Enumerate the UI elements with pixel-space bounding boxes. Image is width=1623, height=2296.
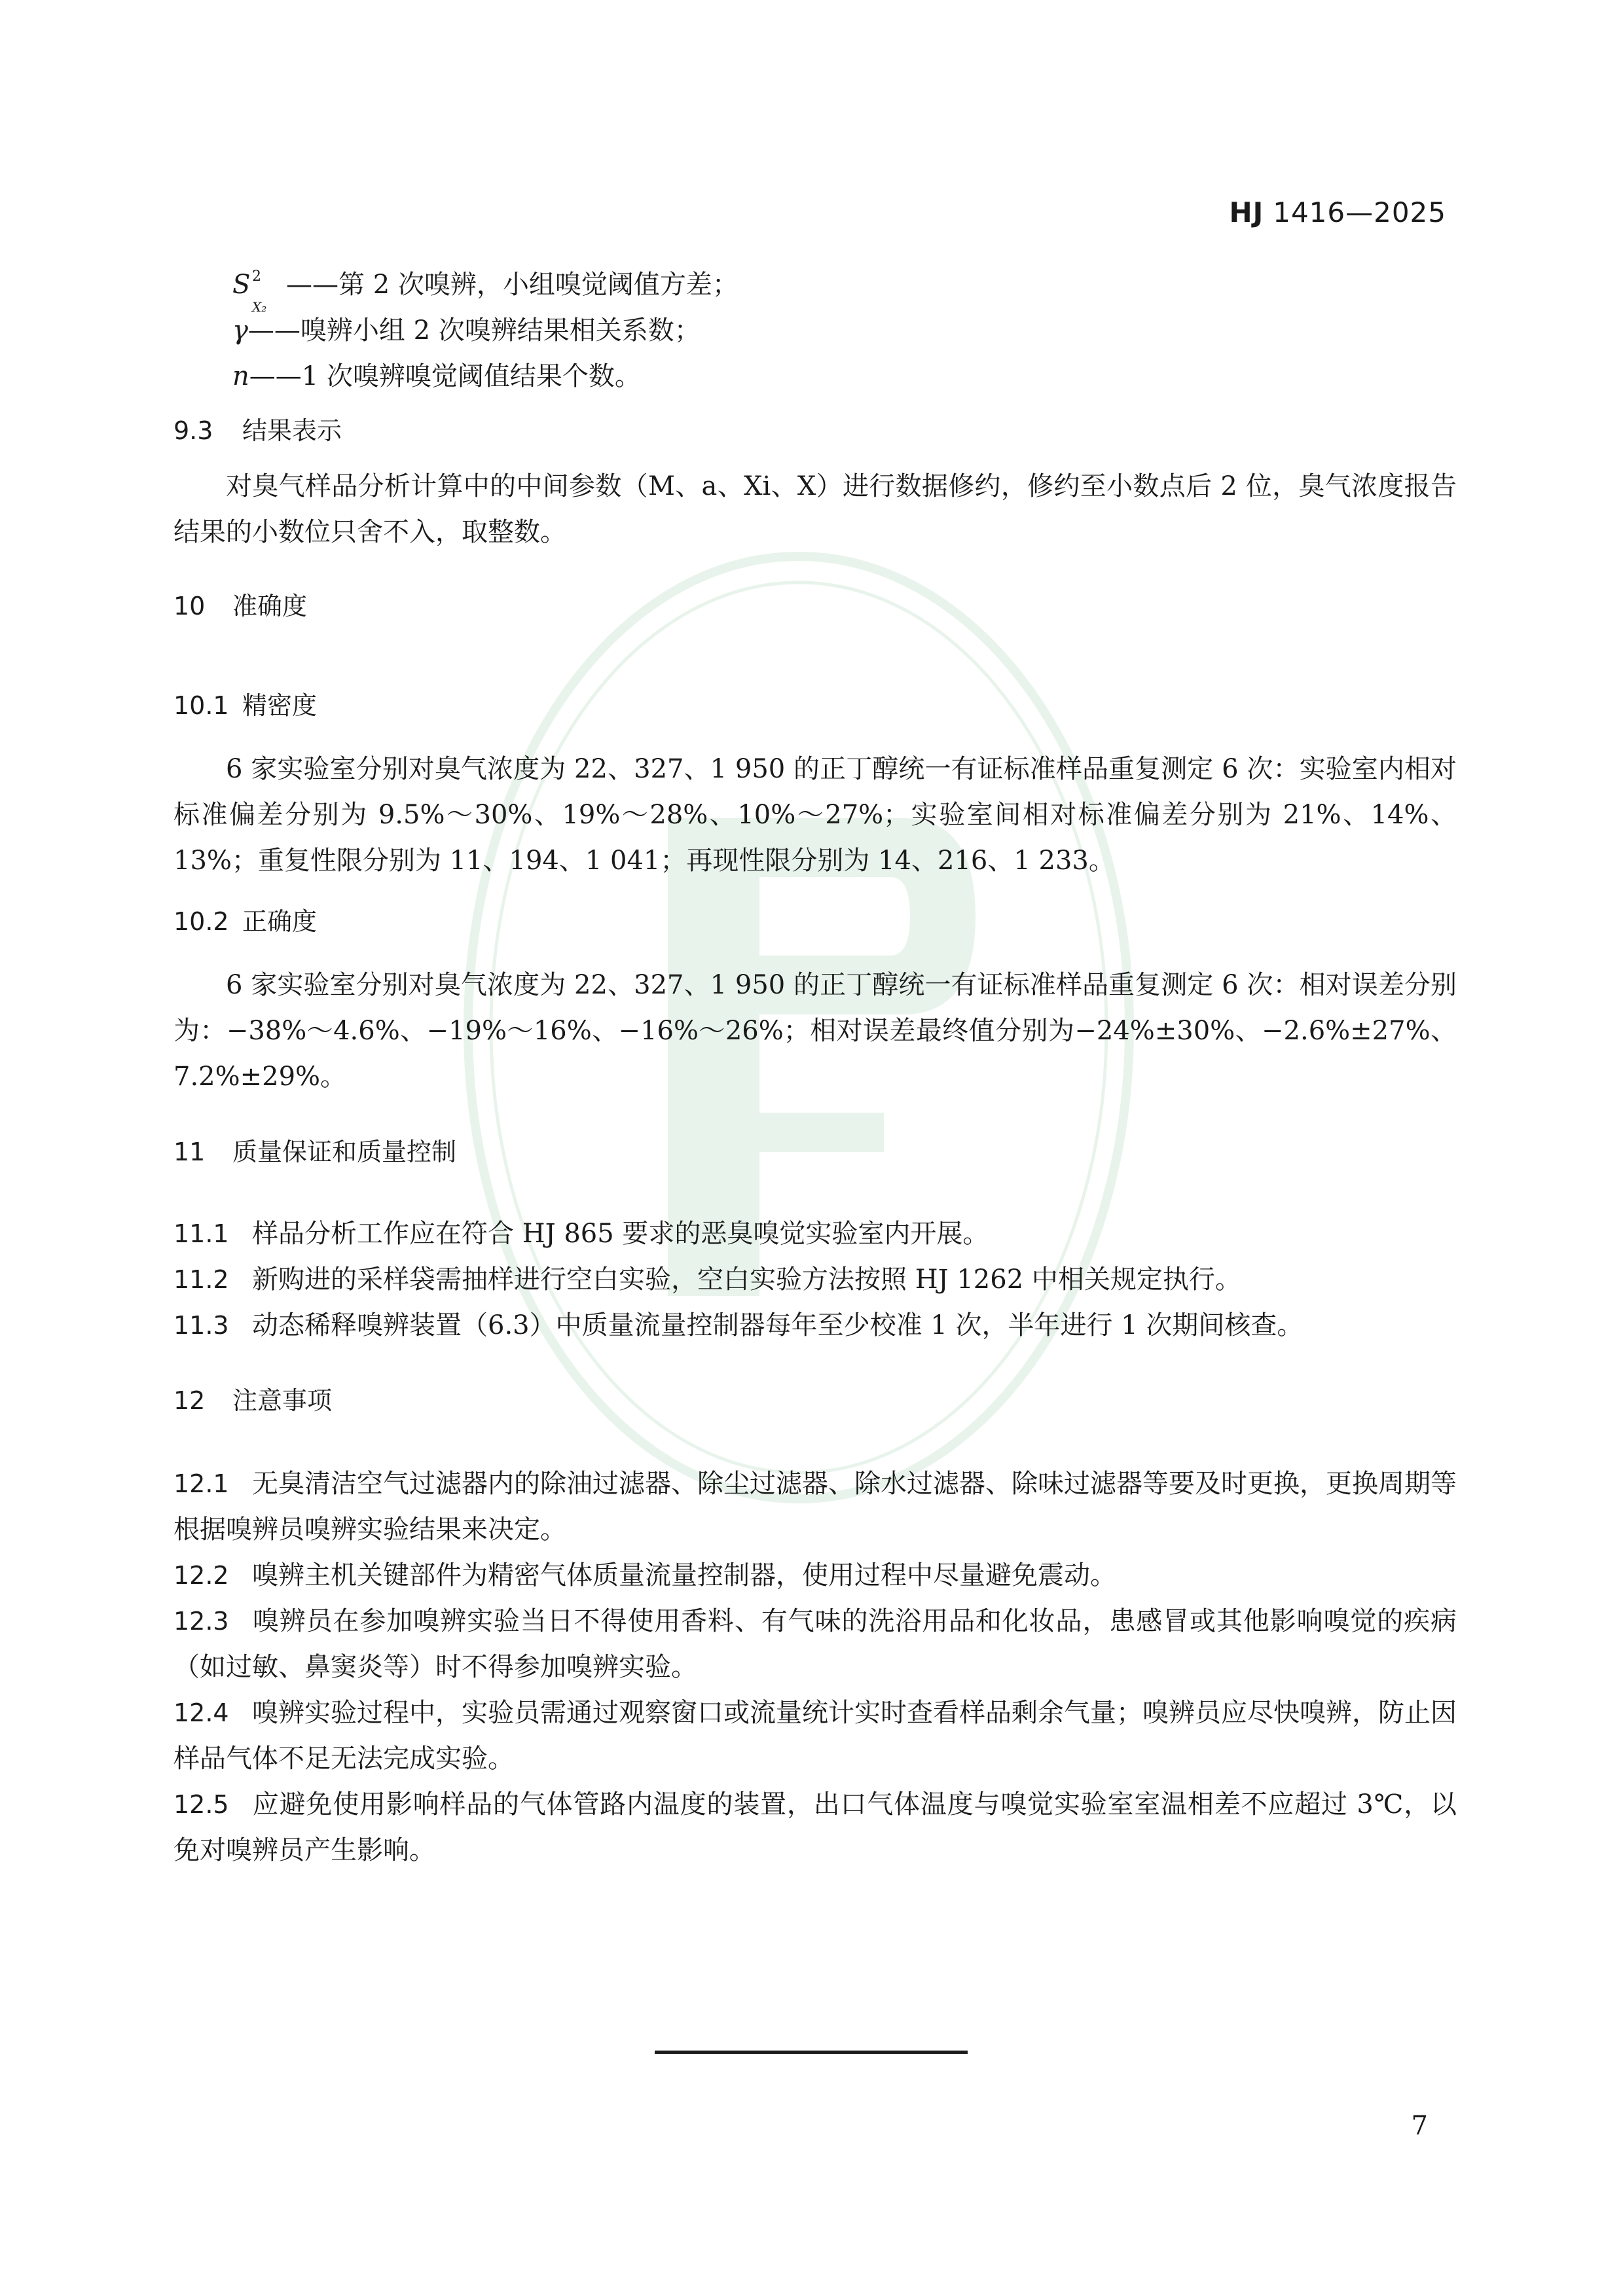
definition-symbol: n — [232, 361, 249, 391]
list-item: 12.2 嗅辨主机关键部件为精密气体质量流量控制器，使用过程中尽量避免震动。 — [173, 1560, 1116, 1590]
standard-number: 1416—2025 — [1273, 196, 1446, 228]
list-item: 12.4 嗅辨实验过程中，实验员需通过观察窗口或流量统计实时查看样品剩余气量；嗅辨员应尽快嗅辨，防止因样品气体不足无法完成实验。 — [173, 1698, 1457, 1774]
page-number: 7 — [1411, 2111, 1428, 2141]
section-list-12 — [173, 1461, 1457, 1873]
section-heading-12: 12 注意事项 — [173, 1386, 333, 1415]
definition-gamma — [232, 308, 1457, 353]
standard-code — [1229, 196, 1446, 228]
definition-text: ——嗅辨小组 2 次嗅辨结果相关系数； — [247, 315, 701, 346]
list-item: 11.2 新购进的采样袋需抽样进行空白实验，空白实验方法按照 HJ 1262 中相关规定执行。 — [173, 1265, 1241, 1295]
section-heading-9-3: 9.3 结果表示 — [173, 416, 342, 445]
section-para-9-3: 对臭气样品分析计算中的中间参数（M、a、Xi、X）进行数据修约，修约至小数点后 2 位，臭气浓度报告结果的小数位只舍不入，取整数。 — [173, 471, 1457, 547]
end-rule-divider — [655, 2051, 968, 2054]
definition-s2x2 — [232, 262, 1457, 315]
definition-text: ——第 2 次嗅辨，小组嗅觉阈值方差； — [286, 270, 739, 300]
list-item: 11.1 样品分析工作应在符合 HJ 865 要求的恶臭嗅觉实验室内开展。 — [173, 1219, 989, 1249]
section-heading-10: 10 准确度 — [173, 592, 308, 620]
document-body — [173, 262, 1457, 1873]
section-list-11 — [173, 1211, 1457, 1348]
list-item: 11.3 动态稀释嗅辨装置（6.3）中质量流量控制器每年至少校准 1 次，半年进行 1 次期间核查。 — [173, 1310, 1304, 1340]
definition-n — [232, 353, 1457, 399]
section-para-10-1: 6 家实验室分别对臭气浓度为 22、327、1 950 的正丁醇统一有证标准样品重复测定 6 次：实验室内相对标准偏差分别为 9.5%～30%、19%～28%、10%～27%；实验室间相对标准偏差分别为 21%、14%、13%；重复性限分别为 11、194、1 041；再现性限分别为 14、216、1 233。 — [173, 754, 1457, 876]
section-para-10-2: 6 家实验室分别对臭气浓度为 22、327、1 950 的正丁醇统一有证标准样品重复测定 6 次：相对误差分别为：−38%～4.6%、−19%～16%、−16%～26%；相对误差最终值分别为−24%±30%、−2.6%±27%、7.2%±29%。 — [173, 970, 1457, 1092]
section-heading-10-1: 10.1 精密度 — [173, 691, 318, 720]
list-item: 12.5 应避免使用影响样品的气体管路内温度的装置，出口气体温度与嗅觉实验室室温相差不应超过 3℃，以免对嗅辨员产生影响。 — [173, 1789, 1457, 1865]
section-heading-10-2: 10.2 正确度 — [173, 907, 318, 936]
list-item: 12.3 嗅辨员在参加嗅辨实验当日不得使用香料、有气味的洗浴用品和化妆品，患感冒或其他影响嗅觉的疾病（如过敏、鼻窦炎等）时不得参加嗅辨实验。 — [173, 1606, 1457, 1682]
section-heading-11: 11 质量保证和质量控制 — [173, 1138, 457, 1166]
definition-symbol: S 2 X₂ — [232, 268, 267, 315]
list-item: 12.1 无臭清洁空气过滤器内的除油过滤器、除尘过滤器、除水过滤器、除味过滤器等要及时更换，更换周期等根据嗅辨员嗅辨实验结果来决定。 — [173, 1469, 1457, 1545]
definition-symbol: γ — [232, 315, 248, 346]
definition-text: ——1 次嗅辨嗅觉阈值结果个数。 — [249, 361, 641, 391]
standard-prefix: HJ — [1229, 196, 1264, 228]
